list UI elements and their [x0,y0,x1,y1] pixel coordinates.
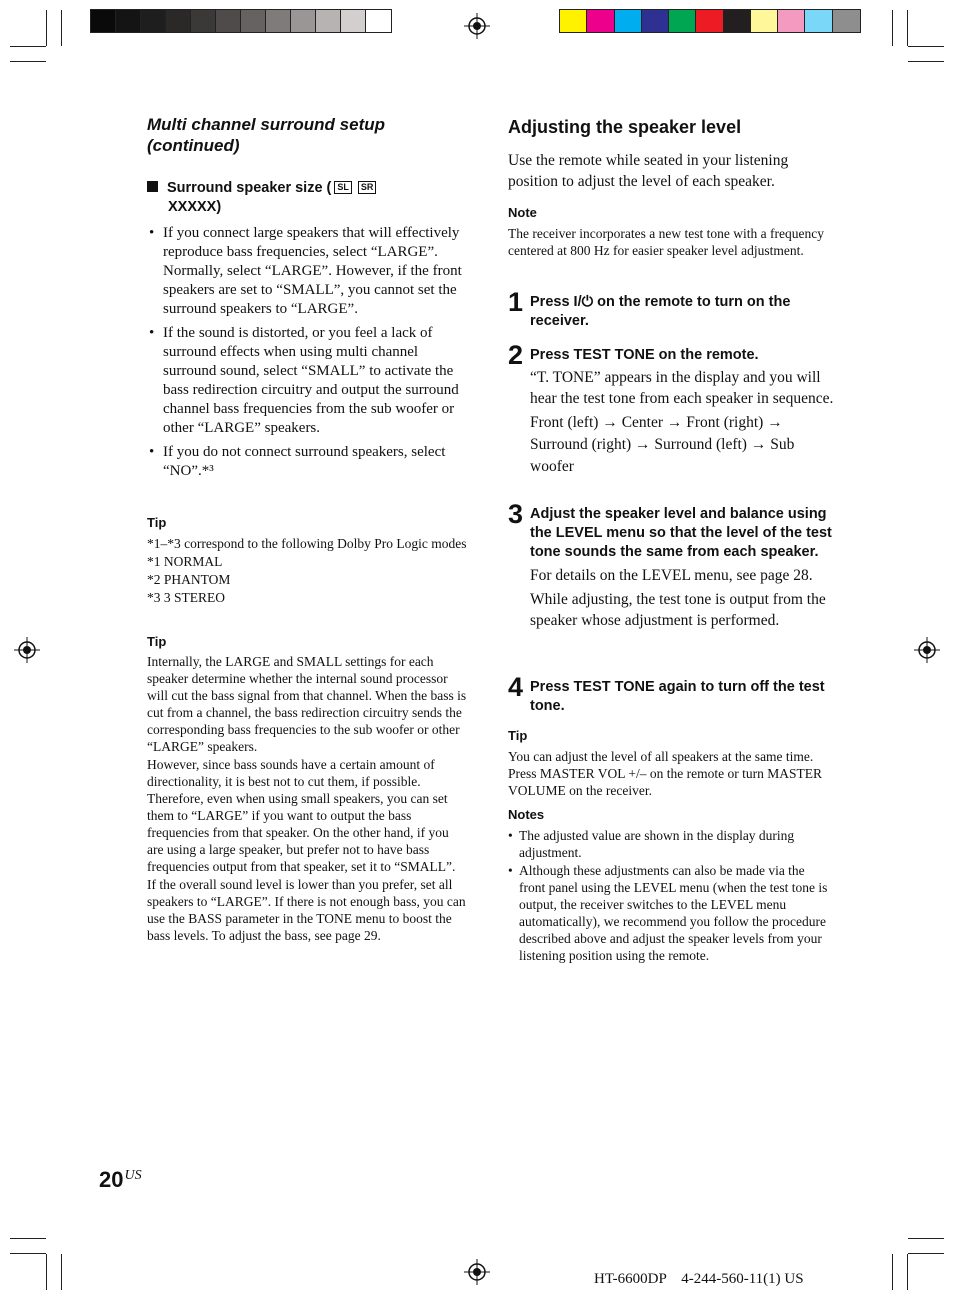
step-3 [508,499,838,634]
tip-box-2 [147,634,467,944]
color-swatch [191,10,216,32]
crop-mark [10,61,46,62]
step-paragraph: “T. TONE” appears in the display and you will hear the test tone from each speaker in sequence. [530,369,834,407]
step-number: 4 [508,672,524,702]
crop-mark [61,10,62,46]
tip-line: *1–*3 correspond to the following Dolby Pro Logic modes [147,536,467,551]
tip-paragraph: However, since bass sounds have a certain amount of directionality, it is best not to cut them, if possible. Therefore, even when using small speakers, you can set them to “LARGE” if you want to output the bass frequencies from that speaker. On the other hand, if you are using a large speaker, but prefer not to have bass frequencies output from that speaker, set it to “SMALL”. [147,757,456,874]
tip-heading: Tip [508,728,528,743]
color-swatch [696,10,723,32]
note-box [508,205,828,259]
badge-sr: SR [358,181,377,194]
crop-mark [46,1254,47,1290]
step-1 [508,287,838,331]
step-number: 2 [508,340,524,370]
crop-mark [907,1254,908,1290]
color-calibration-bar [559,9,861,33]
tip-heading: Tip [147,515,167,530]
step-title: Press I/⏻ on the remote to turn on the receiver. [530,294,791,329]
page-title: Adjusting the speaker level [508,117,742,137]
tip-line: *3 3 STEREO [147,590,226,605]
color-swatch [587,10,614,32]
page-number [99,1167,142,1193]
color-swatch [241,10,266,32]
crop-mark [892,10,893,46]
color-swatch [141,10,166,32]
tip-line: *1 NORMAL [147,554,223,569]
step-title: Press TEST TONE again to turn off the test tone. [530,679,825,714]
crop-mark [46,10,47,46]
tip-paragraph: Internally, the LARGE and SMALL settings for each speaker determine whether the internal sound processor will cut the bass signal from that channel. When the bass is cut from a channel, the bass redirection circuitry sends the corresponding bass frequencies to the sub woofer or other “LARGE” speakers. [147,654,467,754]
step-number: 1 [508,287,524,317]
tip-line: *2 PHANTOM [147,572,231,587]
step-paragraph: For details on the LEVEL menu, see page 28. [530,567,813,584]
color-swatch [316,10,341,32]
list-item: • If you connect large speakers that will effectively reproduce bass frequencies, select “LARGE”. Normally, select “LARGE”. However, if the front speakers are set to “SMALL”, you cannot set the surround speakers to “LARGE”. [147,224,467,319]
color-swatch [778,10,805,32]
tip-box-1 [147,515,467,606]
color-swatch [291,10,316,32]
footer-model-code: HT-6600DP 4-244-560-11(1) US [594,1271,804,1287]
intro-paragraph: Use the remote while seated in your listening position to adjust the level of each speaker. [508,152,789,190]
crop-mark [892,1254,893,1290]
list-item: • If you do not connect surround speakers, select “NO”.*³ [147,443,467,481]
color-swatch [116,10,141,32]
crop-mark [908,46,944,47]
list-item: • If the sound is distorted, or you feel a lack of surround effects when using multi channel surround sound, select “SMALL” to activate the bass redirection circuitry and output the surround channel bass frequencies from the sub woofer or other “LARGE” speakers. [147,324,467,438]
tip-box-3 [508,728,828,799]
step-title: Adjust the speaker level and balance using the LEVEL menu so that the level of the test tone sounds the same from each speaker. [530,506,832,560]
color-swatch [805,10,832,32]
color-swatch [216,10,241,32]
crop-mark [61,1254,62,1290]
color-swatch [833,10,860,32]
section-title: Multi channel surround setup (continued) [147,115,386,155]
step-4 [508,672,838,716]
color-swatch [341,10,366,32]
color-swatch [366,10,391,32]
grayscale-calibration-bar [90,9,392,33]
bullet-list [147,224,467,486]
crop-mark [908,1238,944,1239]
crop-mark [10,46,46,47]
step-title: Press TEST TONE on the remote. [530,347,759,363]
subhead-text-2: XXXXX) [168,199,222,215]
list-item: • The adjusted value are shown in the display during adjustment. [508,827,832,861]
color-swatch [266,10,291,32]
crop-mark [907,10,908,46]
tip-heading: Tip [147,634,167,649]
color-swatch [724,10,751,32]
tip-paragraph: If the overall sound level is lower than you prefer, set all speakers to “LARGE”. If there is not enough bass, you can use the BASS parameter in the TONE menu to boost the bass levels. To adjust the bass, see page 29. [147,877,466,943]
color-swatch [669,10,696,32]
color-swatch [615,10,642,32]
notes-box [508,807,832,965]
notes-heading: Notes [508,807,545,822]
crop-mark [908,61,944,62]
color-swatch [751,10,778,32]
page-number-value: 20 [99,1167,124,1192]
color-swatch [642,10,669,32]
step-paragraph: While adjusting, the test tone is output from the speaker whose adjustment is performed. [530,591,826,629]
color-swatch [560,10,587,32]
list-item: • Although these adjustments can also be made via the front panel using the LEVEL menu (when the test tone is output, the receiver switches to the LEVEL menu automatically), we recommend you follow the procedure described above and adjust the speaker levels from your listening position using the remote. [508,862,832,964]
step-number: 3 [508,499,524,529]
step-2 [508,340,838,481]
badge-sl: SL [334,181,352,194]
crop-mark [10,1253,46,1254]
square-bullet-icon [147,181,158,192]
crop-mark [10,1238,46,1239]
registration-mark-icon [464,1259,490,1285]
registration-mark-icon [14,637,40,663]
registration-mark-icon [464,13,490,39]
subheading-surround-speaker-size [147,179,467,217]
tip-text: You can adjust the level of all speakers at the same time. Press MASTER VOL +/– on the remote or turn MASTER VOLUME on the receiver. [508,749,822,798]
page-suffix: US [124,1168,142,1183]
subhead-text: Surround speaker size ( [167,180,332,196]
note-heading: Note [508,205,537,220]
registration-mark-icon [914,637,940,663]
note-text: The receiver incorporates a new test tone with a frequency centered at 800 Hz for easier speaker level adjustment. [508,226,824,258]
step-sequence: Front (left) → Center → Front (right) → Surround (right) → Surround (left) → Sub woofer [530,414,795,475]
color-swatch [91,10,116,32]
color-swatch [166,10,191,32]
crop-mark [908,1253,944,1254]
